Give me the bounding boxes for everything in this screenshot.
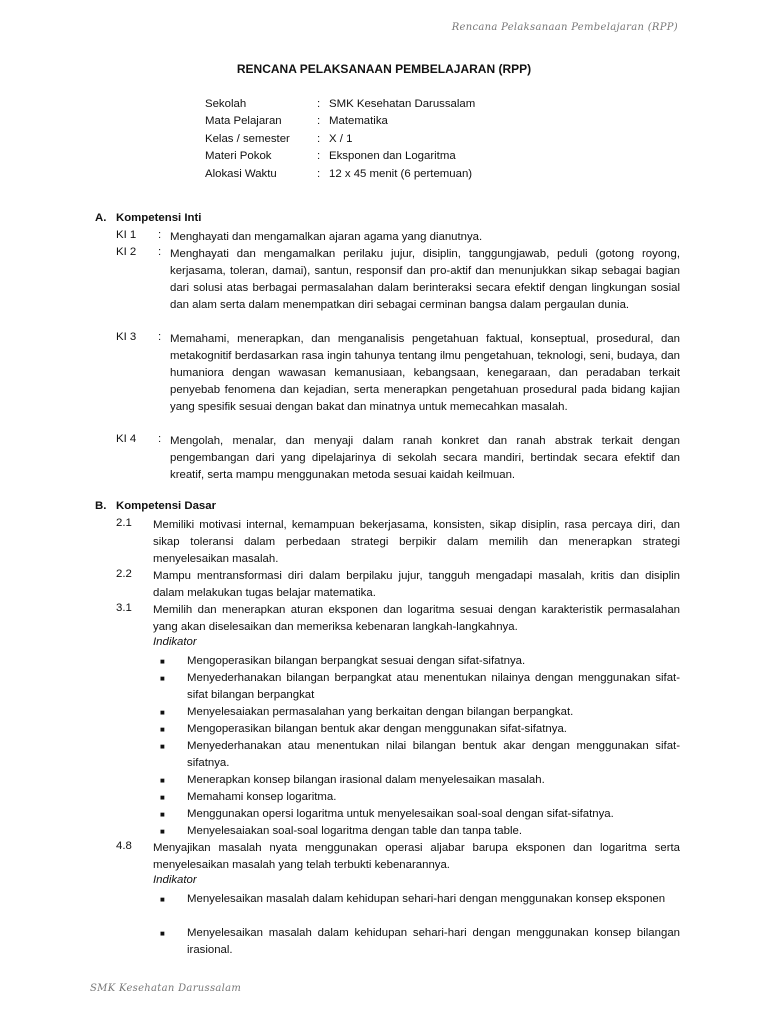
indicator-item <box>160 823 680 840</box>
kd-text: Mampu mentransformasi diri dalam berpilaku jujur, tangguh mengadapi masalah, kritis dan disiplin dalam melakukan tugas belajar matematika. <box>153 570 680 600</box>
kd-text: Menyajikan masalah nyata menggunakan operasi aljabar barupa eksponen dan logaritma serta menyelesaikan masalah yang telah terbukti kebenarannya. <box>153 842 680 872</box>
bullet-icon: ■ <box>160 810 165 819</box>
bullet-icon: ■ <box>160 708 165 717</box>
ki-colon: : <box>158 229 162 241</box>
indicator-item <box>160 653 680 670</box>
bullet-icon: ■ <box>160 657 165 666</box>
indicator-item <box>160 789 680 806</box>
indicator-text: Menggunakan opersi logaritma untuk menyelesaikan soal-soal dengan sifat-sifatnya. <box>187 808 614 820</box>
indicator-item <box>160 704 680 721</box>
section-title: Kompetensi Dasar <box>116 500 217 512</box>
indicator-text: Mengoperasikan bilangan berpangkat sesuai dengan sifat-sifatnya. <box>187 655 526 667</box>
indicator-label: Indikator <box>153 636 197 648</box>
ki-text: Menghayati dan mengamalkan ajaran agama yang dianutnya. <box>170 231 483 243</box>
indicator-text: Menyederhanakan bilangan berpangkat atau menentukan nilainya dengan menggunakan sifat-sifat bilangan berpangkat <box>187 672 680 702</box>
bullet-icon: ■ <box>160 827 165 836</box>
kd-item <box>116 840 680 874</box>
bullet-icon: ■ <box>160 895 165 904</box>
identity-row <box>205 113 475 130</box>
indicator-item <box>160 772 680 789</box>
section-a-heading <box>95 212 201 224</box>
kd-number: 2.2 <box>116 568 132 580</box>
identity-value: X / 1 <box>329 132 353 145</box>
kd-item <box>116 568 680 602</box>
kd-number: 2.1 <box>116 517 132 529</box>
indicator-item <box>160 721 680 738</box>
kd-number: 4.8 <box>116 840 132 852</box>
ki-code: KI 4 <box>116 433 137 445</box>
identity-table <box>205 96 475 183</box>
identity-row <box>205 96 475 113</box>
ki-code: KI 2 <box>116 246 137 258</box>
kd-item <box>116 517 680 568</box>
identity-colon: : <box>317 132 321 145</box>
kd-text: Memiliki motivasi internal, kemampuan bekerjasama, konsisten, sikap disiplin, rasa percaya diri, dan sikap toleransi dalam perbedaan strategi berpikir dalam memilih dan menerapkan strategi menyelesaikan masalah. <box>153 519 680 566</box>
indicator-text: Menyelesaikan masalah dalam kehidupan sehari-hari dengan menggunakan konsep eksponen <box>187 893 666 905</box>
indicator-text: Menyederhanakan atau menentukan nilai bilangan bentuk akar dengan menggunakan sifat-sifatnya. <box>187 740 680 770</box>
identity-colon: : <box>317 115 321 128</box>
ki-text: Menghayati dan mengamalkan perilaku jujur, disiplin, tanggungjawab, peduli (gotong royong, kerjasama, toleran, damai), santun, responsif dan pro-aktif dan menunjukkan sikap sebagai bagian dari solusi atas berbagai permasalahan dalam berinteraksi secara efektif dengan lingkungan sosial dan alam serta dalam menempatkan diri sebagai cerminan bangsa dalam pergaulan dunia. <box>170 248 680 312</box>
indicator-item <box>160 806 680 823</box>
bullet-icon: ■ <box>160 742 165 751</box>
indicator-text: Menerapkan konsep bilangan irasional dalam menyelesaikan masalah. <box>187 774 545 786</box>
ki-item <box>116 433 680 484</box>
ki-item <box>116 229 680 246</box>
identity-colon: : <box>317 150 321 163</box>
bullet-icon: ■ <box>160 929 165 938</box>
identity-value: SMK Kesehatan Darussalam <box>329 98 476 110</box>
indicator-item <box>160 891 680 908</box>
identity-value: Eksponen dan Logaritma <box>329 150 456 163</box>
identity-row <box>205 131 475 148</box>
section-b-heading <box>95 500 216 512</box>
ki-text: Memahami, menerapkan, dan menganalisis pengetahuan faktual, konseptual, prosedural, dan metakognitif berdasarkan rasa ingin tahunya tentang ilmu pengetahuan, teknologi, seni, budaya, dan humaniora dengan wawasan kemanusiaan, kebangsaan, kenegaraan, dan peradaban terkait penyebab fenomena dan kejadian, serta menerapkan pengetahuan prosedural pada bidang kajian yang spesifik sesuai dengan bakat dan minatnya untuk memecahkan masalah. <box>170 333 680 414</box>
ki-item <box>116 246 680 314</box>
ki-item <box>116 331 680 416</box>
document-title: RENCANA PELAKSANAAN PEMBELAJARAN (RPP) <box>236 62 532 76</box>
ki-code: KI 3 <box>116 331 137 343</box>
section-title: Kompetensi Inti <box>116 212 202 224</box>
ki-colon: : <box>158 331 162 343</box>
kd-text: Memilih dan menerapkan aturan eksponen dan logaritma sesuai dengan karakteristik permasalahan yang akan diselesaikan dan memeriksa kebenaran langkah-langkahnya. <box>153 604 680 634</box>
indicator-text: Memahami konsep logaritma. <box>187 791 337 803</box>
indicator-text: Menyelesaikan masalah dalam kehidupan sehari-hari dengan menggunakan konsep bilangan irasional. <box>187 927 680 957</box>
indicator-item <box>160 925 680 959</box>
identity-label: Alokasi Waktu <box>205 167 277 180</box>
ki-colon: : <box>158 246 162 258</box>
section-letter: B. <box>95 500 107 512</box>
identity-colon: : <box>317 98 321 110</box>
identity-label: Mata Pelajaran <box>205 115 282 128</box>
section-letter: A. <box>95 212 107 224</box>
running-header: Rencana Pelaksanaan Pembelajaran (RPP) <box>451 22 678 33</box>
bullet-icon: ■ <box>160 674 165 683</box>
identity-colon: : <box>317 167 321 180</box>
indicator-label: Indikator <box>153 874 197 886</box>
ki-text: Mengolah, menalar, dan menyaji dalam ranah konkret dan ranah abstrak terkait dengan pengembangan dari yang dipelajarinya di sekolah secara mandiri, bertindak secara efektif dan kreatif, serta mampu menggunakan metoda sesuai kaidah keilmuan. <box>170 435 680 482</box>
bullet-icon: ■ <box>160 776 165 785</box>
indicator-text: Mengoperasikan bilangan bentuk akar dengan menggunakan sifat-sifatnya. <box>187 723 567 735</box>
identity-label: Sekolah <box>205 98 247 110</box>
bullet-icon: ■ <box>160 725 165 734</box>
identity-row <box>205 166 475 183</box>
bullet-icon: ■ <box>160 793 165 802</box>
indicator-item <box>160 670 680 704</box>
identity-label: Materi Pokok <box>205 150 272 163</box>
indicator-text: Menyelesaiakan permasalahan yang berkaitan dengan bilangan berpangkat. <box>187 706 574 718</box>
indicator-text: Menyelesaiakan soal-soal logaritma dengan table dan tanpa table. <box>187 825 522 837</box>
identity-value: Matematika <box>329 115 388 128</box>
ki-code: KI 1 <box>116 229 137 241</box>
identity-row <box>205 148 475 165</box>
identity-label: Kelas / semester <box>205 132 290 145</box>
identity-value: 12 x 45 menit (6 pertemuan) <box>329 167 473 180</box>
kd-item <box>116 602 680 636</box>
kd-number: 3.1 <box>116 602 132 614</box>
indicator-item <box>160 738 680 772</box>
ki-colon: : <box>158 433 162 445</box>
running-footer: SMK Kesehatan Darussalam <box>90 983 242 994</box>
